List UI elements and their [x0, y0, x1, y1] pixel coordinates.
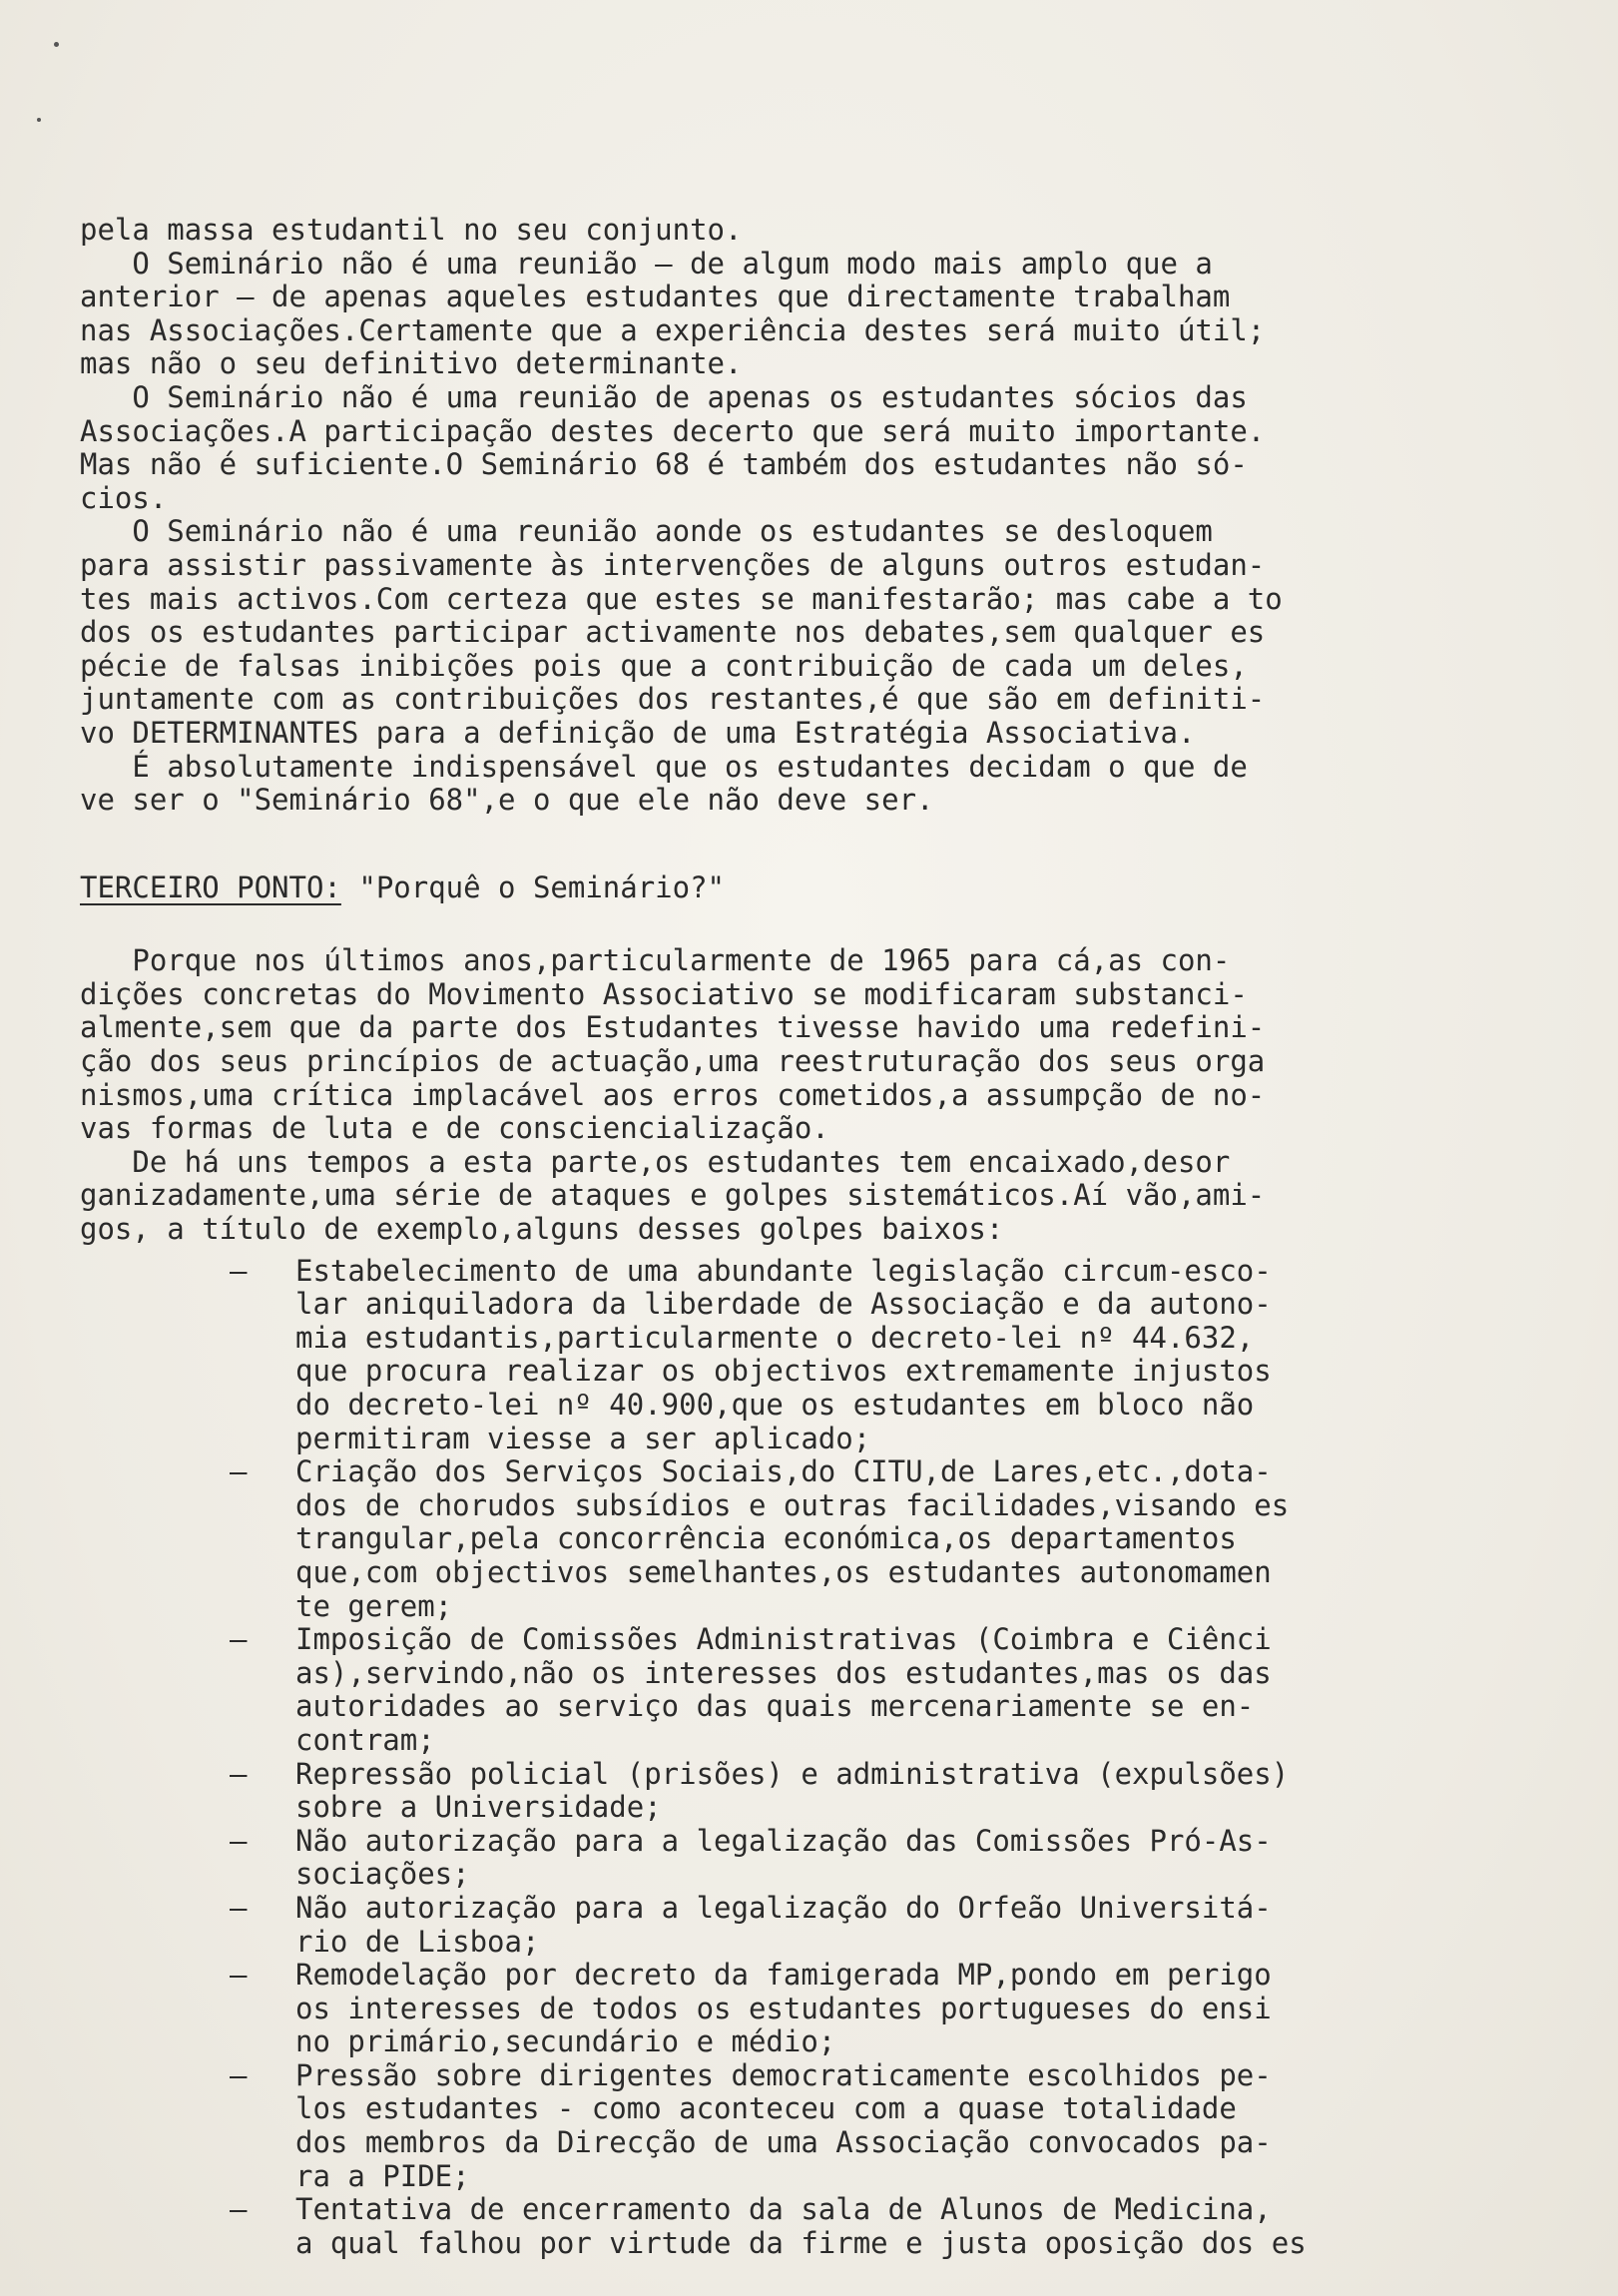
- text-line: Estabelecimento de uma abundante legislação circum-esco-: [295, 1253, 1272, 1288]
- text-line: ção dos seus princípios de actuação,uma reestruturação dos seus orga: [80, 1044, 1266, 1079]
- paragraph: [80, 944, 1477, 1146]
- bullet-item: [230, 1758, 1477, 1825]
- text-line: pécie de falsas inibições pois que a contribuição de cada um deles,: [80, 648, 1248, 683]
- bullet-item: [230, 1892, 1477, 1959]
- text-line: autoridades ao serviço das quais mercenariamente se en-: [295, 1689, 1255, 1724]
- section-heading-title: "Porquê o Seminário?": [340, 869, 726, 904]
- bullet-text: [295, 1758, 1477, 1825]
- text-line: dos membros da Direcção de uma Associação convocados pa-: [295, 2125, 1272, 2160]
- text-line: para assistir passivamente às intervenções de alguns outros estudan-: [80, 547, 1266, 582]
- text-line: ra a PIDE;: [295, 2158, 470, 2193]
- text-line: rio de Lisboa;: [295, 1924, 540, 1959]
- bullet-dash: —: [230, 1958, 248, 1993]
- bullet-text: [295, 1255, 1477, 1456]
- text-line: É absolutamente indispensável que os estudantes decidam o que de: [80, 749, 1248, 784]
- section-heading-label: TERCEIRO PONTO:: [80, 869, 341, 904]
- section-heading: [80, 871, 1477, 905]
- bullet-text: [295, 1623, 1477, 1757]
- text-line: O Seminário não é uma reunião de apenas os estudantes sócios das: [80, 379, 1248, 414]
- bullet-dash: —: [230, 1454, 248, 1489]
- paragraph: [80, 381, 1477, 515]
- paper-speck: [37, 118, 41, 122]
- text-line: que procura realizar os objectivos extremamente injustos: [295, 1354, 1272, 1389]
- text-line: nas Associações.Certamente que a experiência destes será muito útil;: [80, 312, 1266, 347]
- bullet-item: [230, 1825, 1477, 1892]
- text-line: permitiram viesse a ser aplicado;: [295, 1421, 871, 1455]
- text-line: os interesses de todos os estudantes portugueses do ensi: [295, 1991, 1272, 2025]
- text-line: almente,sem que da parte dos Estudantes tivesse havido uma redefini-: [80, 1010, 1266, 1045]
- text-line: juntamente com as contribuições dos restantes,é que são em definiti-: [80, 682, 1266, 717]
- bullet-dash: —: [230, 1756, 248, 1791]
- text-line: ve ser o "Seminário 68",e o que ele não deve ser.: [80, 783, 934, 818]
- text-line: Pressão sobre dirigentes democraticamente escolhidos pe-: [295, 2057, 1272, 2092]
- text-line: Não autorização para a legalização do Orfeão Universitá-: [295, 1890, 1272, 1925]
- text-line: Mas não é suficiente.O Seminário 68 é também dos estudantes não só-: [80, 447, 1248, 482]
- paper-speck: [54, 42, 59, 47]
- bullet-text: [295, 1959, 1477, 2059]
- text-line: dos de chorudos subsídios e outras facilidades,visando es: [295, 1487, 1290, 1522]
- typewritten-text: [80, 214, 1477, 2260]
- text-line: cios.: [80, 480, 168, 515]
- text-line: tes mais activos.Com certeza que estes se manifestarão; mas cabe a to: [80, 581, 1283, 616]
- text-line: Repressão policial (prisões) e administrativa (expulsões): [295, 1756, 1290, 1791]
- text-line: sociações;: [295, 1857, 470, 1892]
- text-line: lar aniquiladora da liberdade de Associação e da autono-: [295, 1287, 1272, 1322]
- text-line: vas formas de luta e de consciencialização.: [80, 1111, 829, 1146]
- top-paragraphs: [80, 214, 1477, 818]
- text-line: que,com objectivos semelhantes,os estudantes autonomamen: [295, 1554, 1272, 1589]
- text-line: nismos,uma crítica implacável aos erros cometidos,a assumpção de no-: [80, 1077, 1266, 1112]
- bullet-item: [230, 2059, 1477, 2193]
- bullet-dash: —: [230, 2192, 248, 2227]
- paragraph: [80, 248, 1477, 381]
- text-line: anterior — de apenas aqueles estudantes que directamente trabalham: [80, 280, 1231, 314]
- text-line: O Seminário não é uma reunião aonde os estudantes se desloquem: [80, 514, 1213, 549]
- bullet-text: [295, 1892, 1477, 1959]
- text-line: gos, a título de exemplo,alguns desses golpes baixos:: [80, 1212, 1004, 1247]
- text-line: Não autorização para a legalização das Comissões Pró-As-: [295, 1823, 1272, 1858]
- bullet-text: [295, 2193, 1477, 2260]
- text-line: Associações.A participação destes decerto que será muito importante.: [80, 413, 1266, 448]
- text-line: contram;: [295, 1722, 435, 1757]
- middle-paragraphs: [80, 944, 1477, 1246]
- bullet-text: [295, 2059, 1477, 2193]
- text-line: Porque nos últimos anos,particularmente de 1965 para cá,as con-: [80, 943, 1231, 978]
- bullet-list: [230, 1255, 1477, 2261]
- bullet-dash: —: [230, 1253, 248, 1288]
- bullet-item: [230, 1455, 1477, 1623]
- text-line: mas não o seu definitivo determinante.: [80, 346, 743, 381]
- text-line: vo DETERMINANTES para a definição de uma Estratégia Associativa.: [80, 715, 1196, 750]
- bullet-text: [295, 1455, 1477, 1623]
- text-line: Imposição de Comissões Administrativas (Coimbra e Ciênci: [295, 1622, 1272, 1657]
- paragraph: [80, 214, 1477, 248]
- bullet-item: [230, 1255, 1477, 1456]
- text-line: Tentativa de encerramento da sala de Alunos de Medicina,: [295, 2192, 1272, 2227]
- text-line: Criação dos Serviços Sociais,do CITU,de Lares,etc.,dota-: [295, 1454, 1272, 1489]
- text-line: mia estudantis,particularmente o decreto-lei nº 44.632,: [295, 1320, 1255, 1355]
- text-line: O Seminário não é uma reunião — de algum modo mais amplo que a: [80, 246, 1213, 281]
- bullet-dash: —: [230, 1890, 248, 1925]
- text-line: do decreto-lei nº 40.900,que os estudantes em bloco não: [295, 1388, 1255, 1422]
- bullet-item: [230, 1623, 1477, 1757]
- text-line: dições concretas do Movimento Associativo se modificaram substanci-: [80, 976, 1248, 1011]
- text-line: ganizadamente,uma série de ataques e golpes sistemáticos.Aí vão,ami-: [80, 1178, 1266, 1213]
- text-line: trangular,pela concorrência económica,os departamentos: [295, 1521, 1237, 1556]
- text-line: Remodelação por decreto da famigerada MP,pondo em perigo: [295, 1958, 1272, 1993]
- bullet-dash: —: [230, 1823, 248, 1858]
- text-line: De há uns tempos a esta parte,os estudantes tem encaixado,desor: [80, 1144, 1231, 1179]
- bullet-dash: —: [230, 2057, 248, 2092]
- bullet-item: [230, 2193, 1477, 2260]
- text-line: pela massa estudantil no seu conjunto.: [80, 213, 743, 247]
- paragraph: [80, 515, 1477, 750]
- text-line: sobre a Universidade;: [295, 1790, 662, 1825]
- text-line: dos os estudantes participar activamente nos debates,sem qualquer es: [80, 615, 1266, 650]
- bullet-text: [295, 1825, 1477, 1892]
- bullet-item: [230, 1959, 1477, 2059]
- paragraph: [80, 751, 1477, 818]
- bullet-dash: —: [230, 1622, 248, 1657]
- text-line: a qual falhou por virtude da firme e justa oposição dos es: [295, 2225, 1307, 2260]
- text-line: as),servindo,não os interesses dos estudantes,mas os das: [295, 1655, 1272, 1690]
- paragraph: [80, 1146, 1477, 1247]
- text-line: no primário,secundário e médio;: [295, 2024, 836, 2059]
- text-line: los estudantes - como aconteceu com a quase totalidade: [295, 2091, 1237, 2126]
- text-line: te gerem;: [295, 1588, 453, 1623]
